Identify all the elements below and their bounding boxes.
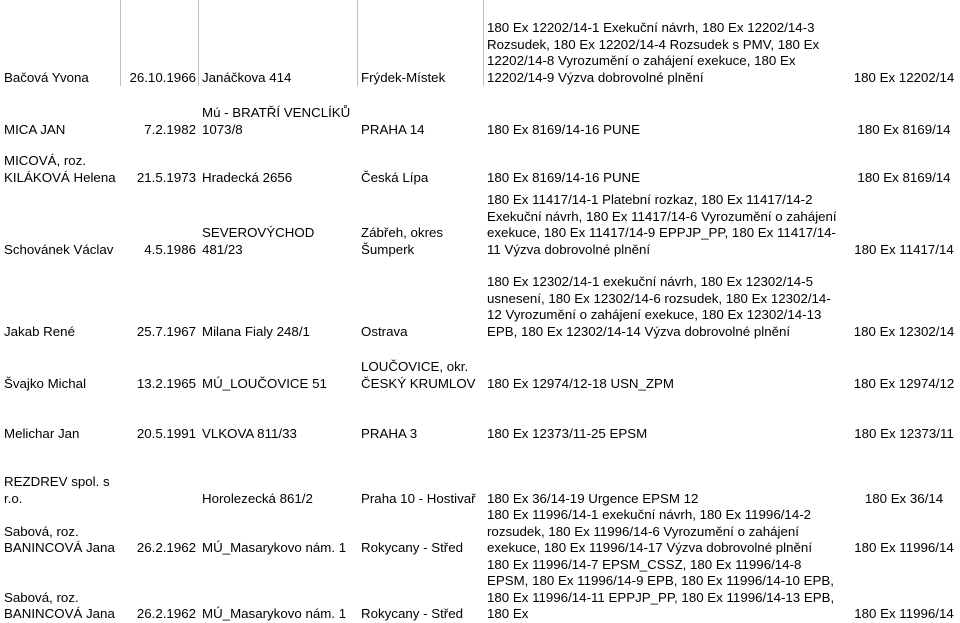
cell-documents: 180 Ex 8169/14-16 PUNE [487, 121, 641, 137]
cell-case-number: 180 Ex 12302/14 [853, 323, 955, 339]
cell-case-number: 180 Ex 12974/12 [853, 375, 955, 391]
cell-birth-date: 26.2.1962 [136, 540, 196, 555]
cell-address: MÚ_LOUČOVICE 51 [202, 375, 327, 391]
cell-name: Švajko Michal [4, 375, 87, 391]
cell-city: Zábřeh, okres Šumperk [361, 225, 444, 257]
cell-case-number: 180 Ex 36/14 [864, 490, 944, 506]
table-row [0, 340, 960, 392]
cell-name: MICA JAN [4, 121, 66, 137]
table-row [0, 186, 960, 258]
table-row [0, 557, 960, 623]
cell-name: Sabová, roz. BANINCOVÁ Jana [4, 589, 115, 621]
cell-case-number: 180 Ex 12373/11 [854, 425, 954, 441]
cell-city: Rokycany - Střed [361, 606, 463, 621]
cell-name: Jakab René [4, 323, 75, 339]
cell-city: Ostrava [361, 323, 408, 339]
cell-city: Frýdek-Místek [361, 69, 446, 85]
cell-birth-date: 7.2.1982 [144, 121, 196, 137]
cell-name: Schovánek Václav [4, 241, 114, 257]
cell-city: Praha 10 - Hostivař [361, 490, 476, 506]
cell-birth-date: 4.5.1986 [144, 241, 196, 257]
cell-name: REZDREV spol. s r.o. [4, 474, 110, 506]
cell-documents: 180 Ex 8169/14-16 PUNE [487, 169, 641, 185]
cell-documents: 180 Ex 12302/14-1 exekuční návrh, 180 Ex 12302/14-5 usnesení, 180 Ex 12302/14-6 rozsudek, 180 Ex 12302/14-12 Vyrozumění o zahájení exekuce, 180 Ex 12302/14-13 EPB, 180 Ex 12302/14-14 Výzva dobrovolné plnění [487, 274, 831, 339]
table-row [0, 258, 960, 340]
cell-birth-date: 25.7.1967 [136, 323, 196, 339]
cell-birth-date: 26.10.1966 [129, 69, 196, 85]
cell-documents: 180 Ex 11996/14-1 exekuční návrh, 180 Ex 11996/14-2 rozsudek, 180 Ex 11996/14-6 Vyrozumění o zahájení exekuce, 180 Ex 11996/14-17 Výzva dobrovolné plnění [487, 507, 813, 555]
cell-birth-date: 26.2.1962 [136, 606, 196, 621]
cell-birth-date [120, 442, 198, 507]
cell-case-number: 180 Ex 11996/14 [854, 540, 954, 555]
cell-documents: 180 Ex 11417/14-1 Platební rozkaz, 180 Ex 11417/14-2 Exekuční návrh, 180 Ex 11417/14-6 Vyrozumění o zahájení exekuce, 180 Ex 11417/14-9 EPPJP_PP, 180 Ex 11417/14-11 Výzva dobrovolné plnění [487, 192, 837, 257]
table-row [0, 392, 960, 442]
cell-name: MICOVÁ, roz. KILÁKOVÁ Helena [4, 153, 116, 185]
cell-name: Melichar Jan [4, 425, 80, 441]
cell-city: LOUČOVICE, okr. ČESKÝ KRUMLOV [361, 359, 476, 391]
cell-address: Mú - BRATŘÍ VENCLÍKŮ 1073/8 [202, 105, 351, 137]
cell-documents: 180 Ex 12373/11-25 EPSM [487, 425, 648, 441]
cell-case-number: 180 Ex 11417/14 [854, 241, 954, 257]
cell-address: Milana Fialy 248/1 [202, 323, 310, 339]
table-row [0, 86, 960, 138]
cell-address: SEVEROVÝCHOD 481/23 [202, 225, 315, 257]
table-row [0, 507, 960, 557]
cell-address: Hradecká 2656 [202, 169, 293, 185]
cell-name: Bačová Yvona [4, 69, 89, 85]
cell-birth-date: 13.2.1965 [136, 375, 196, 391]
cell-case-number: 180 Ex 12202/14 [853, 69, 955, 85]
table-row [0, 138, 960, 186]
cell-address: MÚ_Masarykovo nám. 1 [202, 540, 347, 555]
cell-case-number: 180 Ex 8169/14 [857, 169, 951, 185]
cell-city: Rokycany - Střed [361, 540, 463, 555]
cell-birth-date: 20.5.1991 [136, 425, 196, 441]
cell-address: Horolezecká 861/2 [202, 490, 313, 506]
cell-documents: 180 Ex 11996/14-7 EPSM_CSSZ, 180 Ex 11996/14-8 EPSM, 180 Ex 11996/14-9 EPB, 180 Ex 11996/14-10 EPB, 180 Ex 11996/14-11 EPPJP_PP, 180 Ex 11996/14-13 EPB, 180 Ex [487, 556, 835, 621]
table-row [0, 442, 960, 507]
cell-address: MÚ_Masarykovo nám. 1 [202, 606, 347, 621]
cell-city: PRAHA 14 [361, 121, 425, 137]
cell-documents: 180 Ex 36/14-19 Urgence EPSM 12 [487, 490, 699, 506]
cell-birth-date: 21.5.1973 [136, 169, 196, 185]
cell-case-number: 180 Ex 11996/14 [854, 606, 954, 621]
cell-city: Česká Lípa [361, 169, 429, 185]
cell-address: VLKOVA 811/33 [202, 425, 297, 441]
cell-case-number: 180 Ex 8169/14 [857, 121, 951, 137]
cell-documents: 180 Ex 12202/14-1 Exekuční návrh, 180 Ex 12202/14-3 Rozsudek, 180 Ex 12202/14-4 Rozsudek s PMV, 180 Ex 12202/14-8 Vyrozumění o zahájení exekuce, 180 Ex 12202/14-9 Výzva dobrovolné plnění [487, 20, 820, 85]
cell-documents: 180 Ex 12974/12-18 USN_ZPM [487, 375, 675, 391]
cell-address: Janáčkova 414 [202, 69, 292, 85]
cell-name: Sabová, roz. BANINCOVÁ Jana [4, 523, 115, 555]
table-row [0, 0, 960, 86]
cell-city: PRAHA 3 [361, 425, 418, 441]
